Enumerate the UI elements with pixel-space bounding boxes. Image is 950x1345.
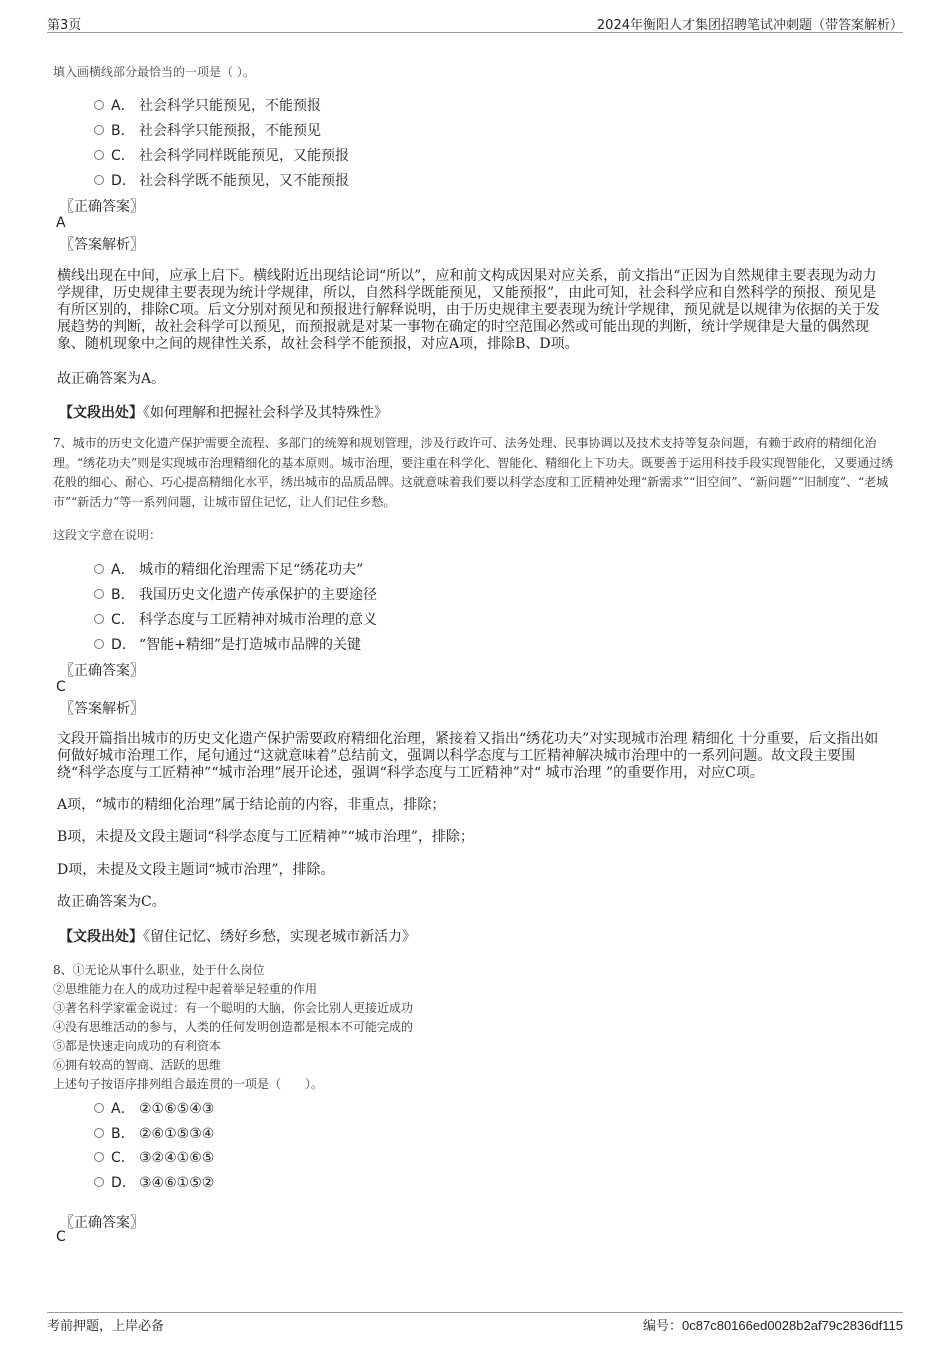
q6-prompt: 填入画横线部分最恰当的一项是（ ）。: [53, 65, 255, 79]
radio-icon[interactable]: [94, 1152, 104, 1162]
page-footer: [47, 1312, 903, 1335]
radio-icon[interactable]: [94, 1128, 104, 1138]
q7-source: 【文段出处】《留住记忆、绣好乡愁，实现老城市新活力》: [59, 929, 416, 945]
q6-answer-label: 〖正确答案〗: [60, 199, 144, 215]
q8-answer: C: [56, 1229, 66, 1245]
q6-option-d[interactable]: D． 社会科学既不能预见，又不能预报: [94, 170, 349, 190]
page-number: 第3页: [47, 18, 82, 33]
document-code: 编号：0c87c80166ed0028b2af79c2836df115: [643, 1318, 903, 1333]
q8-sentence: ②思维能力在人的成功过程中起着举足轻重的作用: [53, 982, 318, 996]
footer-slogan: 考前押题，上岸必备: [47, 1319, 165, 1334]
radio-icon[interactable]: [94, 589, 104, 599]
q7-analysis-label: 〖答案解析〗: [60, 701, 144, 717]
document-title: 2024年衡阳人才集团招聘笔试冲刺题（带答案解析）: [596, 18, 903, 33]
q6-option-a[interactable]: A． 社会科学只能预见，不能预报: [94, 95, 321, 115]
radio-icon[interactable]: [94, 639, 104, 649]
radio-icon[interactable]: [94, 100, 104, 110]
q7-note-d: D项，未提及文段主题词“城市治理”，排除。: [57, 862, 335, 878]
page-header: [47, 12, 903, 33]
q7-option-b[interactable]: B． 我国历史文化遗产传承保护的主要途径: [94, 584, 377, 604]
radio-icon[interactable]: [94, 1103, 104, 1113]
q8-option-a[interactable]: A． ②①⑥⑤④③: [94, 1098, 214, 1118]
q7-option-c[interactable]: C． 科学态度与工匠精神对城市治理的意义: [94, 609, 377, 629]
q6-answer: A: [56, 215, 66, 231]
q8-sentence: ③著名科学家霍金说过：有一个聪明的大脑，你会比别人更接近成功: [53, 1001, 414, 1015]
radio-icon[interactable]: [94, 175, 104, 185]
q8-sentence: ⑥拥有较高的智商、活跃的思维: [53, 1058, 222, 1072]
q7-option-a[interactable]: A． 城市的精细化治理需下足“绣花功夫”: [94, 559, 363, 579]
radio-icon[interactable]: [94, 125, 104, 135]
q8-answer-label: 〖正确答案〗: [60, 1215, 144, 1231]
radio-icon[interactable]: [94, 1177, 104, 1187]
q6-analysis-label: 〖答案解析〗: [60, 237, 144, 253]
q7-prompt: 这段文字意在说明：: [53, 528, 162, 542]
q8-option-d[interactable]: D． ③④⑥①⑤②: [94, 1172, 214, 1192]
radio-icon[interactable]: [94, 614, 104, 624]
q6-analysis: 横线出现在中间，应承上启下。横线附近出现结论词“所以”，应和前文构成因果对应关系，前文指出“正因为自然规律主要表现为动力学规律，历史规律主要表现为统计学规律，所以，自然科学既能预见，又能预报”，由此可知，社会科学应和自然科学的预报、预见是有所区别的，排除C项。后文分别对预见和预报进行解释说明，由于历史规律主要表现为统计学规律，预见就是以规律为依据的关于发展趋势的判断，故社会科学可以预见，而预报就是对某一事物在确定的时空范围必然或可能出现的判断，统计学规律是大量的偶然现象、随机现象中之间的规律性关系，故社会科学不能预报，对应A项，排除B、D项。: [57, 268, 880, 352]
q7-answer: C: [56, 679, 66, 695]
q7-note-b: B项，未提及文段主题词“科学态度与工匠精神”“城市治理”，排除；: [57, 829, 474, 845]
q6-option-c[interactable]: C． 社会科学同样既能预见，又能预报: [94, 145, 349, 165]
q7-option-d[interactable]: D． “智能+精细”是打造城市品牌的关键: [94, 634, 361, 654]
q6-conclusion: 故正确答案为A。: [57, 371, 166, 387]
radio-icon[interactable]: [94, 564, 104, 574]
q7-answer-label: 〖正确答案〗: [60, 663, 144, 679]
q7-conclusion: 故正确答案为C。: [57, 894, 166, 910]
q8-option-b[interactable]: B． ②⑥①⑤③④: [94, 1123, 214, 1143]
q7-analysis: 文段开篇指出城市的历史文化遗产保护需要政府精细化治理，紧接着又指出“绣花功夫”对实现城市治理 精细化 十分重要，后文指出如何做好城市治理工作，尾句通过“这就意味着”总结前文，强调以科学态度与工匠精神解决城市治理中的一系列问题。故文段主要围绕“科学态度与工匠精神”“城市治理”展开论述，强调“科学态度与工匠精神”对“ 城市治理 ”的重要作用，对应C项。: [57, 731, 879, 781]
q6-source: 【文段出处】《如何理解和把握社会科学及其特殊性》: [59, 405, 388, 421]
q6-option-b[interactable]: B． 社会科学只能预报，不能预见: [94, 120, 321, 140]
q7-note-a: A项，“城市的精细化治理”属于结论前的内容，非重点，排除；: [57, 797, 446, 813]
radio-icon[interactable]: [94, 150, 104, 160]
q8-prompt: 上述句子按语序排列组合最连贯的一项是（ ）。: [53, 1077, 324, 1091]
q7-stem: 7、城市的历史文化遗产保护需要全流程、多部门的统筹和规划管理，涉及行政许可、法务处理、民事协调以及技术支持等复杂问题，有赖于政府的精细化治理。“绣花功夫”则是实现城市治理精细化的基本原则。城市治理，要注重在科学化、智能化、精细化上下功夫。既要善于运用科技手段实现智能化，又要通过绣花般的细心、耐心、巧心提高精细化水平，绣出城市的品质品牌。这就意味着我们要以科学态度和工匠精神处理“新需求”“旧空间”、“新问题”“旧制度”、“老城市”“新活力”等一系列问题，让城市留住记忆，让人们记住乡愁。: [53, 436, 894, 509]
q8-sentence: 8、①无论从事什么职业，处于什么岗位: [53, 963, 265, 977]
q8-sentence: ⑤都是快速走向成功的有利资本: [53, 1039, 222, 1053]
q8-sentence: ④没有思维活动的参与，人类的任何发明创造都是根本不可能完成的: [53, 1020, 414, 1034]
q8-option-c[interactable]: C． ③②④①⑥⑤: [94, 1147, 214, 1167]
